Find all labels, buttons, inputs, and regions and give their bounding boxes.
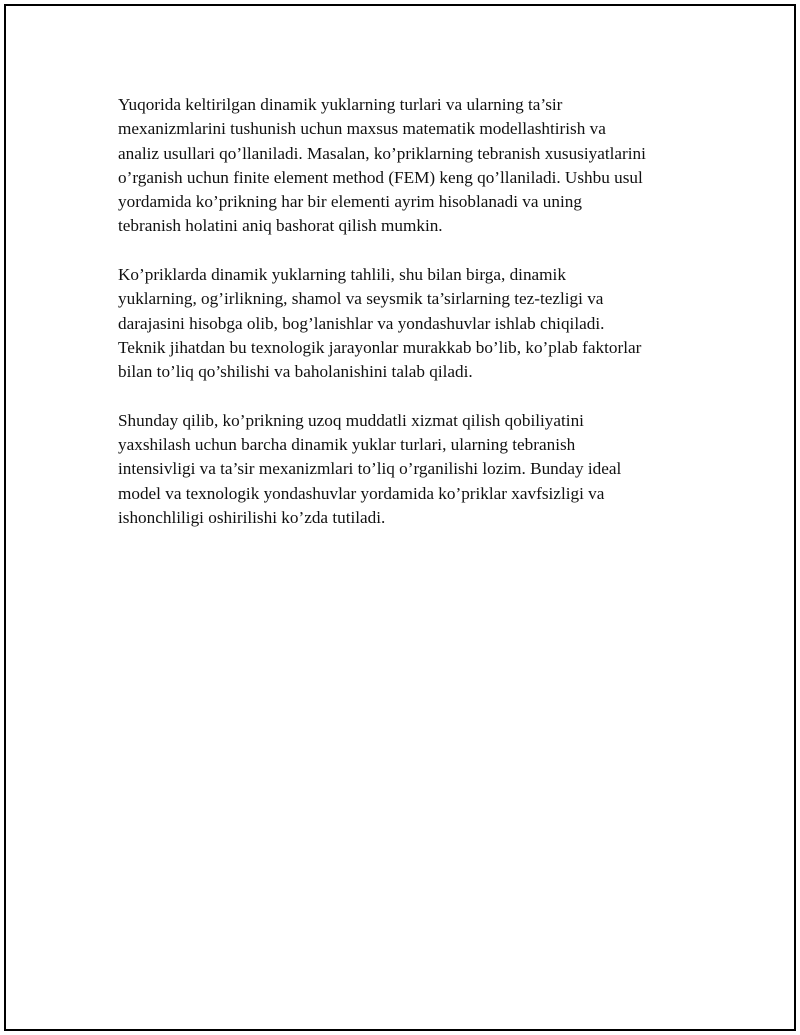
paragraph-3 [118,409,703,530]
text-line: Ko’priklarda dinamik yuklarning tahlili, shu bilan birga, dinamik [118,265,566,285]
text-line: analiz usullari qo’llaniladi. Masalan, ko’priklarning tebranish xususiyatlarini [118,143,646,163]
text-line: yuklarning, og’irlikning, shamol va seysmik ta’sirlarning tez-tezligi va [118,289,604,309]
text-line: yaxshilash uchun barcha dinamik yuklar turlari, ularning tebranish [118,435,576,455]
text-line: model va texnologik yondashuvlar yordamida ko’priklar xavfsizligi va [118,483,605,503]
text-line: tebranish holatini aniq bashorat qilish mumkin. [118,216,443,236]
text-line: mexanizmlarini tushunish uchun maxsus matematik modellashtirish va [118,119,606,139]
text-line: Yuqorida keltirilgan dinamik yuklarning turlari va ularning ta’sir [118,95,563,114]
text-line: Teknik jihatdan bu texnologik jarayonlar murakkab bo’lib, ko’plab faktorlar [118,337,642,357]
text-line: Shunday qilib, ko’prikning uzoq muddatli xizmat qilish qobiliyatini [118,410,584,430]
document-body [118,93,703,555]
text-line: intensivligi va ta’sir mexanizmlari to’liq o’rganilishi lozim. Bunday ideal [118,459,622,479]
paragraph-1 [118,93,703,239]
text-line: o’rganish uchun finite element method (FEM) keng qo’llaniladi. Ushbu usul [118,167,643,187]
text-line: darajasini hisobga olib, bog’lanishlar va yondashuvlar ishlab chiqiladi. [118,313,605,333]
text-line: ishonchliligi oshirilishi ko’zda tutiladi. [118,508,386,528]
text-line: bilan to’liq qo’shilishi va baholanishini talab qiladi. [118,362,473,382]
text-line: yordamida ko’prikning har bir elementi ayrim hisoblanadi va uning [118,192,582,212]
paragraph-2 [118,263,703,384]
